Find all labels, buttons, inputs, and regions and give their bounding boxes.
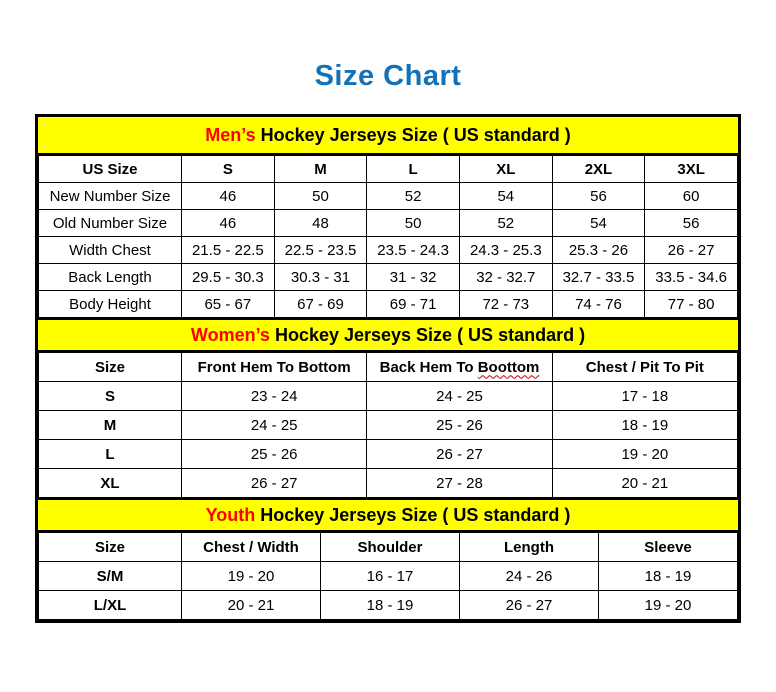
size-cell: 18 - 19: [599, 562, 738, 591]
section-title-text: Hockey Jerseys Size ( US standard ): [255, 125, 571, 145]
size-cell: 19 - 20: [552, 440, 737, 469]
womens-section: [38, 318, 738, 498]
table-row: [39, 469, 738, 498]
size-cell: 56: [552, 183, 645, 210]
section-title-text: Hockey Jerseys Size ( US standard ): [269, 325, 586, 345]
row-label: Width Chest: [39, 237, 182, 264]
column-header: Shoulder: [321, 533, 460, 562]
column-header: XL: [459, 156, 552, 183]
table-row: [39, 562, 738, 591]
column-header: Back Hem To Boottom: [367, 353, 552, 382]
table-row: [39, 440, 738, 469]
size-cell: 33.5 - 34.6: [645, 264, 738, 291]
size-cell: 54: [552, 210, 645, 237]
size-cell: 77 - 80: [645, 291, 738, 318]
youth-size-table: [38, 532, 738, 620]
section-title-highlight: Youth: [205, 505, 256, 525]
size-cell: 67 - 69: [274, 291, 367, 318]
womens-size-table: [38, 352, 738, 498]
size-cell: 46: [182, 210, 275, 237]
size-cell: 24.3 - 25.3: [459, 237, 552, 264]
size-cell: 20 - 21: [552, 469, 737, 498]
size-cell: 18 - 19: [552, 411, 737, 440]
table-row: [39, 291, 738, 318]
size-cell: 26 - 27: [367, 440, 552, 469]
header-row: [39, 533, 738, 562]
column-header: Front Hem To Bottom: [182, 353, 367, 382]
column-header: Size: [39, 353, 182, 382]
column-header: Size: [39, 533, 182, 562]
header-row: [39, 353, 738, 382]
column-header: Chest / Pit To Pit: [552, 353, 737, 382]
section-title-highlight: Women’s: [190, 325, 270, 345]
size-cell: 52: [459, 210, 552, 237]
row-label: Back Length: [39, 264, 182, 291]
size-cell: 32.7 - 33.5: [552, 264, 645, 291]
size-cell: 23 - 24: [182, 382, 367, 411]
mens-size-table: [38, 155, 738, 318]
size-cell: 72 - 73: [459, 291, 552, 318]
youth-section: [38, 498, 738, 620]
row-label: S/M: [39, 562, 182, 591]
size-cell: 46: [182, 183, 275, 210]
section-title-text: Hockey Jerseys Size ( US standard ): [255, 505, 571, 525]
size-cell: 65 - 67: [182, 291, 275, 318]
row-label: New Number Size: [39, 183, 182, 210]
row-label: L: [39, 440, 182, 469]
womens-section-title: [38, 318, 738, 352]
size-cell: 31 - 32: [367, 264, 460, 291]
size-cell: 19 - 20: [599, 591, 738, 620]
size-cell: 52: [367, 183, 460, 210]
size-cell: 24 - 26: [460, 562, 599, 591]
column-header: 2XL: [552, 156, 645, 183]
table-row: [39, 591, 738, 620]
page-title: Size Chart: [314, 60, 462, 92]
column-header: 3XL: [645, 156, 738, 183]
column-header: US Size: [39, 156, 182, 183]
row-label: L/XL: [39, 591, 182, 620]
misspelled-word: Boottom: [477, 358, 540, 376]
column-header: L: [367, 156, 460, 183]
size-cell: 25.3 - 26: [552, 237, 645, 264]
table-row: [39, 210, 738, 237]
size-cell: 60: [645, 183, 738, 210]
size-cell: 26 - 27: [182, 469, 367, 498]
size-cell: 21.5 - 22.5: [182, 237, 275, 264]
size-cell: 50: [274, 183, 367, 210]
size-cell: 24 - 25: [367, 382, 552, 411]
size-cell: 25 - 26: [182, 440, 367, 469]
size-cell: 30.3 - 31: [274, 264, 367, 291]
size-cell: 50: [367, 210, 460, 237]
table-row: [39, 411, 738, 440]
size-cell: 16 - 17: [321, 562, 460, 591]
mens-section: [38, 117, 738, 318]
size-cell: 26 - 27: [645, 237, 738, 264]
size-cell: 18 - 19: [321, 591, 460, 620]
size-cell: 54: [459, 183, 552, 210]
row-label: Old Number Size: [39, 210, 182, 237]
size-cell: 24 - 25: [182, 411, 367, 440]
table-row: [39, 237, 738, 264]
size-cell: 22.5 - 23.5: [274, 237, 367, 264]
size-cell: 23.5 - 24.3: [367, 237, 460, 264]
size-cell: 19 - 20: [182, 562, 321, 591]
size-cell: 27 - 28: [367, 469, 552, 498]
column-header: Sleeve: [599, 533, 738, 562]
size-cell: 20 - 21: [182, 591, 321, 620]
size-cell: 56: [645, 210, 738, 237]
size-chart: [35, 114, 741, 623]
column-header: S: [182, 156, 275, 183]
size-cell: 69 - 71: [367, 291, 460, 318]
size-cell: 48: [274, 210, 367, 237]
header-row: [39, 156, 738, 183]
mens-section-title: [38, 117, 738, 155]
size-cell: 29.5 - 30.3: [182, 264, 275, 291]
column-header: Length: [460, 533, 599, 562]
row-label: S: [39, 382, 182, 411]
size-cell: 74 - 76: [552, 291, 645, 318]
row-label: XL: [39, 469, 182, 498]
table-row: [39, 183, 738, 210]
size-cell: 25 - 26: [367, 411, 552, 440]
row-label: Body Height: [39, 291, 182, 318]
section-title-highlight: Men’s: [205, 125, 256, 145]
table-row: [39, 264, 738, 291]
size-cell: 32 - 32.7: [459, 264, 552, 291]
column-header: M: [274, 156, 367, 183]
youth-section-title: [38, 498, 738, 532]
row-label: M: [39, 411, 182, 440]
size-cell: 17 - 18: [552, 382, 737, 411]
table-row: [39, 382, 738, 411]
size-cell: 26 - 27: [460, 591, 599, 620]
column-header: Chest / Width: [182, 533, 321, 562]
